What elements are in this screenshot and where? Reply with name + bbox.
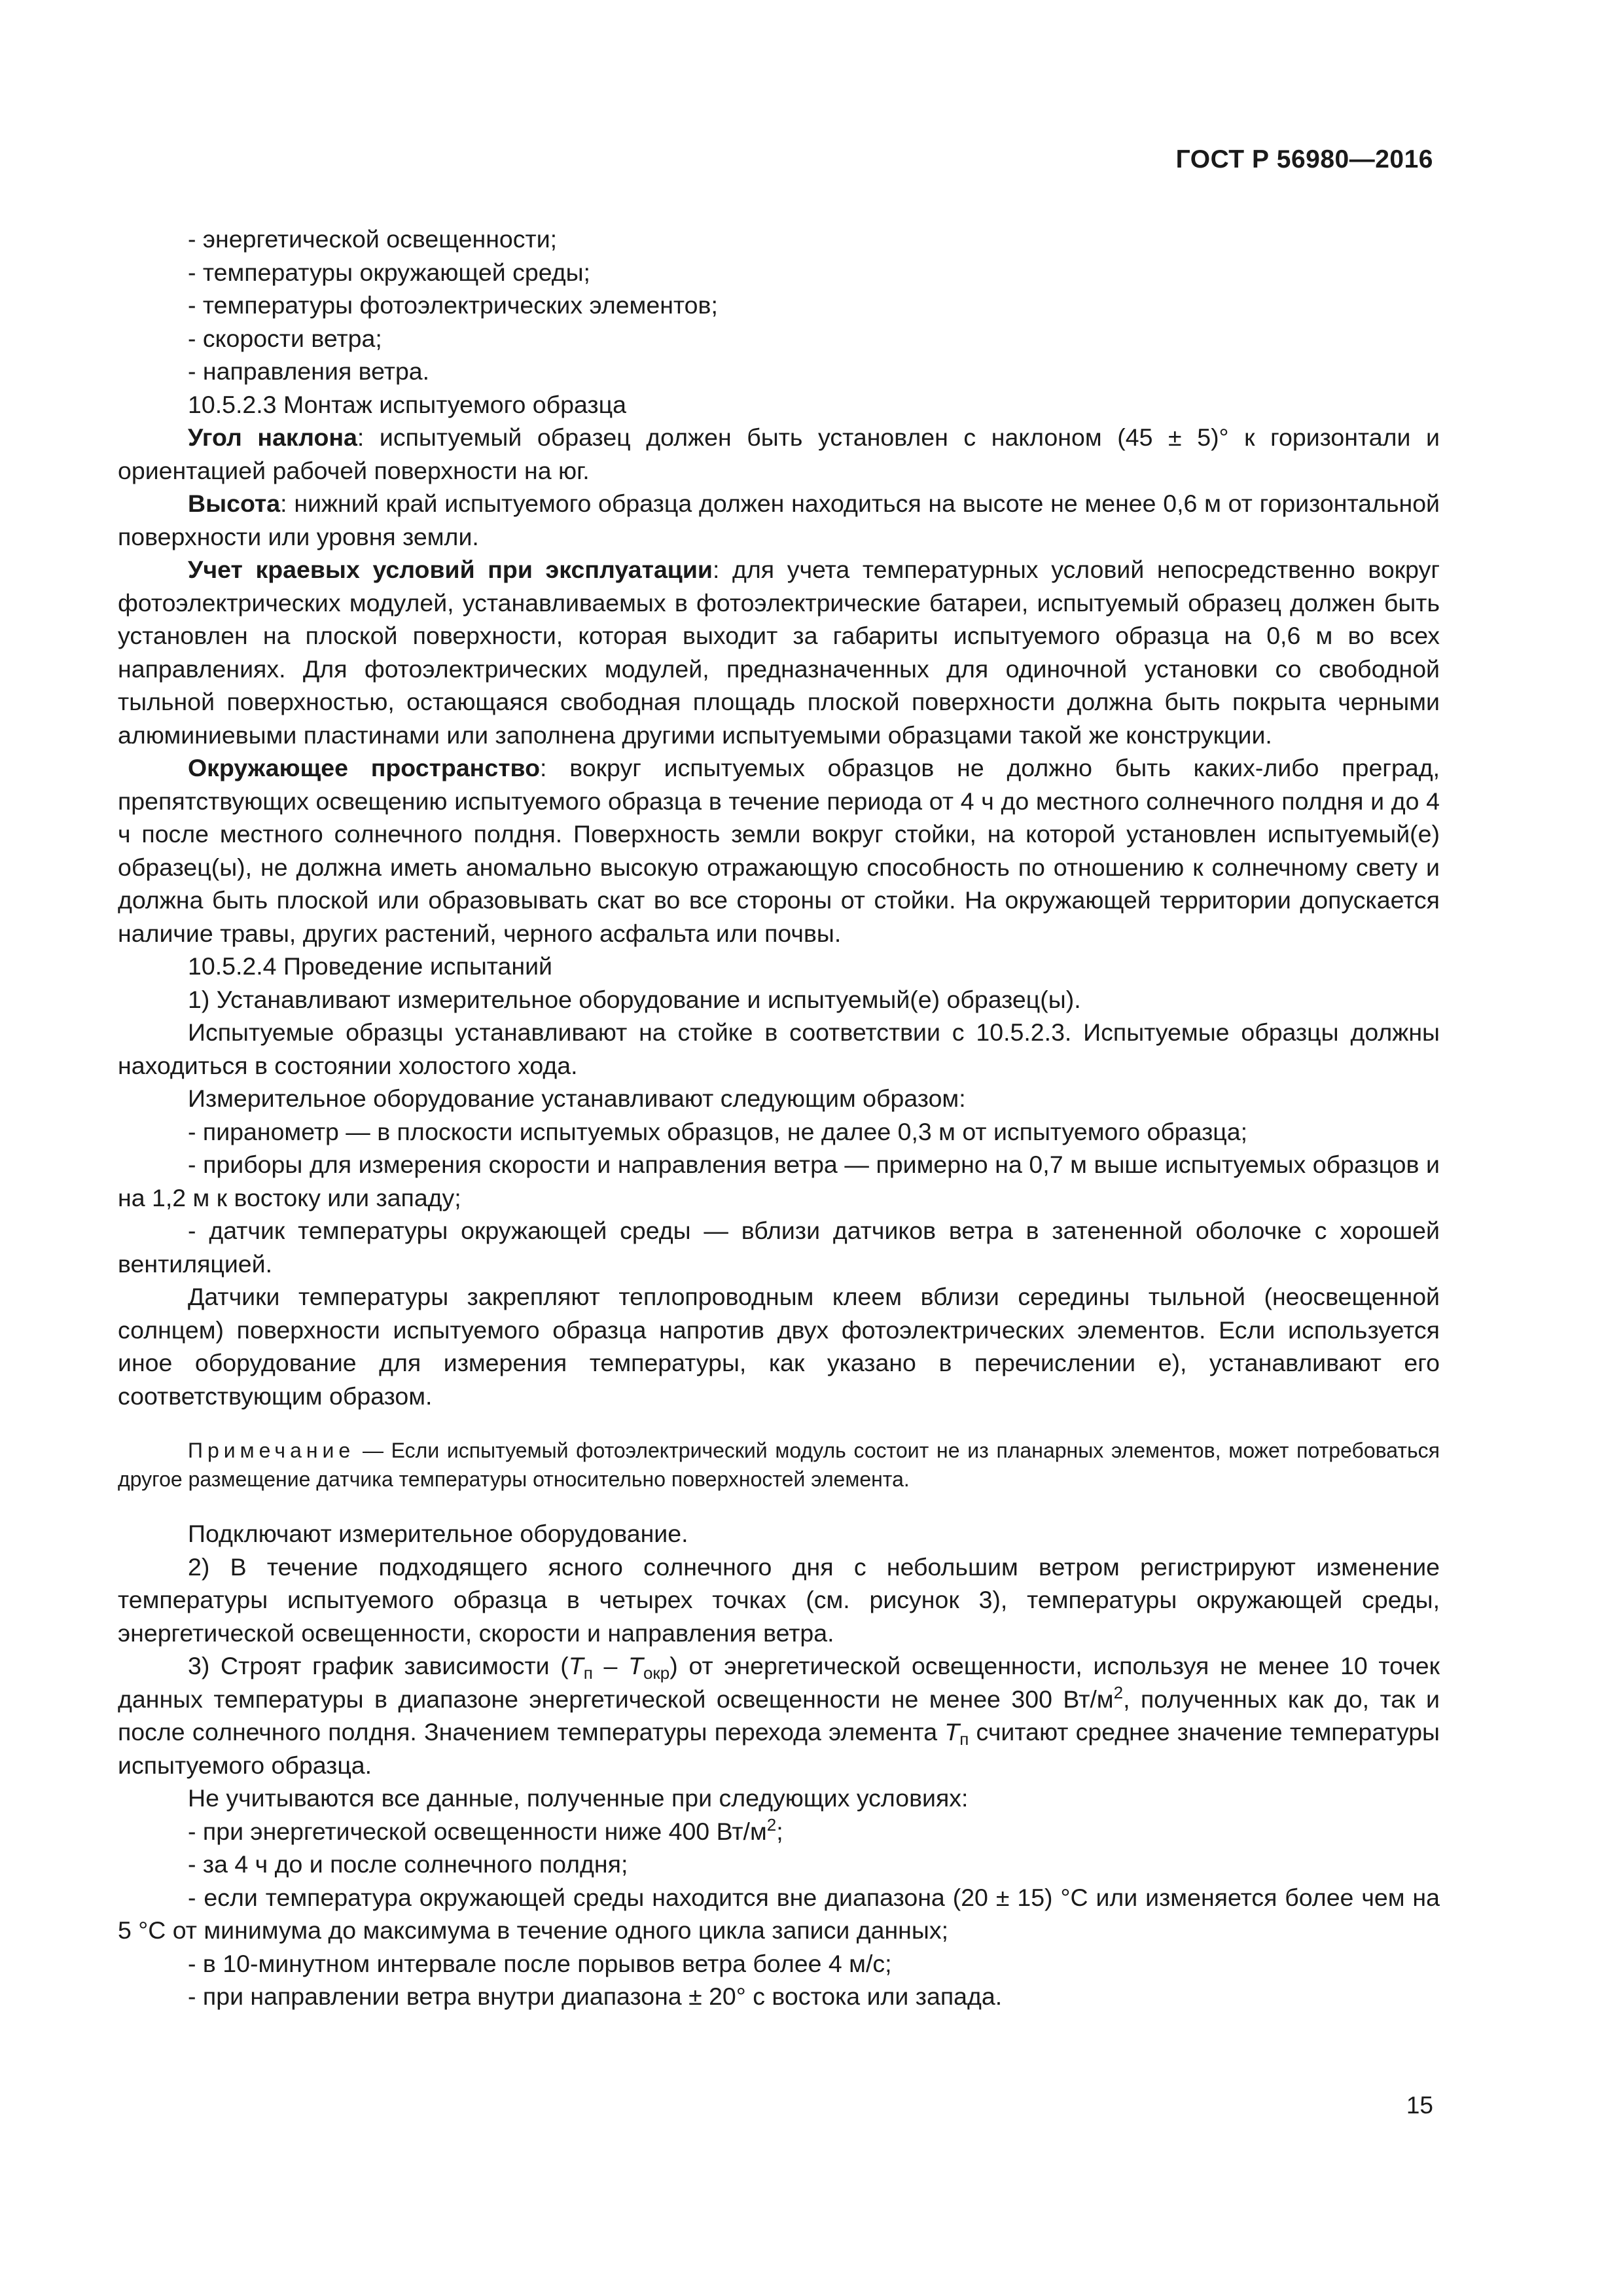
step-2: 2) В течение подходящего ясного солнечного дня с небольшим ветром регистрируют изменение температуры испытуемого образца в четырех точках (см. рисунок 3), температуры окружающей среды, энергетической освещенности, скорости и направления ветра. [118,1552,1440,1647]
term-height: Высота [188,490,281,517]
paragraph-connect: Подключают измерительное оборудование. [188,1520,688,1547]
paragraph-text: : для учета температурных условий непосредственно вокруг фотоэлектрических модулей, устанавливаемых в фотоэлектрические батареи, испытуемый образец должен быть установлен на плоской поверхности, которая выходит за габариты испытуемого образца на 0,6 м во всех направлениях. Для фотоэлектрических модулей, предназначенных для одиночной установки со свободной тыльной поверхностью, остающаяся свободная площадь плоской поверхности должна быть покрыта черными алюминиевыми пластинами или заполнена другими испытуемыми образцами такой же конструкции. [118,556,1440,749]
paragraph-text: : нижний край испытуемого образца должен находиться на высоте не менее 0,6 м от горизонтальной поверхности или уровня земли. [118,490,1440,550]
list-item: - направления ветра. [188,357,430,385]
note-label: Примечание [188,1439,355,1462]
note [118,1436,1440,1494]
paragraph-sensors: Датчики температуры закрепляют теплопроводным клеем вблизи середины тыльной (неосвещенной солнцем) поверхности испытуемого образца напротив двух фотоэлектрических элементов. Если используется иное оборудование для измерения температуры, как указано в перечислении е), устанавливают его соответствующим образом. [118,1283,1440,1410]
paragraph-height [118,487,1440,553]
list-item: - температуры фотоэлектрических элементов; [188,291,718,319]
paragraph-exclusions: Не учитываются все данные, полученные при следующих условиях: [188,1784,969,1812]
list-item: - за 4 ч до и после солнечного полдня; [188,1850,628,1878]
list-item: - температуры окружающей среды; [188,258,590,286]
paragraph-environment [118,751,1440,950]
list-item: - энергетической освещенности; [188,225,558,253]
list-item: - при направлении ветра внутри диапазона ± 20° с востока или запада. [188,1982,1003,2010]
symbol-t: T [628,1652,643,1679]
note-text: — Если испытуемый фотоэлектрический модуль состоит не из планарных элементов, может потребоваться другое размещение датчика температуры относительно поверхностей элемента. [118,1439,1440,1491]
section-heading: 10.5.2.4 Проведение испытаний [188,952,552,980]
term-environment: Окружающее пространство [188,754,541,781]
paragraph-edge-conditions [118,553,1440,751]
list-item: - пиранометр — в плоскости испытуемых образцов, не далее 0,3 м от испытуемого образца; [188,1117,1248,1145]
step-3: 3) Строят график зависимости $(T_п - T_{окр})$ от энергетической освещенности, используя не менее 10 точек данных температуры в диапазоне энергетической освещенности не менее 300 $Вт/м^2$, полученных как до, так и после солнечного полдня. Значением температуры перехода элемента $T_п$ считают среднее значение температуры испытуемого образца. [118,1652,1440,1779]
paragraph-mounting: Испытуемые образцы устанавливают на стойке в соответствии с 10.5.2.3. Испытуемые образцы должны находиться в состоянии холостого хода. [118,1018,1440,1079]
paragraph-text: : испытуемый образец должен быть установлен с наклоном (45 ± 5)° к горизонтали и ориентацией рабочей поверхности на юг. [118,423,1440,484]
paragraph-tilt [118,421,1440,487]
term-edge-conditions: Учет краевых условий при эксплуатации [188,556,713,583]
list-item: - при энергетической освещенности ниже 400 $Вт/м^2$; [188,1814,783,1845]
document-number: ГОСТ Р 56980—2016 [1175,145,1433,173]
step-1: 1) Устанавливают измерительное оборудование и испытуемый(е) образец(ы). [188,985,1081,1013]
page-body [118,223,1440,2013]
paragraph-text: : вокруг испытуемых образцов не должно быть каких-либо преград, препятствующих освещению испытуемого образца в течение периода от 4 ч до местного солнечного полдня и до 4 ч после местного солнечного полдня. Поверхность земли вокруг стойки, на которой установлен испытуемый(е) образец(ы), не должна иметь аномально высокую отражающую способность по отношению к солнечному свету и должна быть плоской или образовывать скат во все стороны от стойки. На окружающей территории допускается наличие травы, других растений, черного асфальта или почвы. [118,754,1440,947]
symbol-t: T [568,1652,584,1679]
list-item: - скорости ветра; [188,324,382,352]
section-heading: 10.5.2.3 Монтаж испытуемого образца [188,390,626,418]
term-tilt: Угол наклона [188,423,357,451]
list-item: - в 10-минутном интервале после порывов ветра более 4 м/с; [188,1949,892,1977]
paragraph-equipment: Измерительное оборудование устанавливают следующим образом: [188,1085,966,1112]
symbol-t: T [944,1718,960,1746]
list-item: - если температура окружающей среды находится вне диапазона (20 ± 15) °С или изменяется более чем на 5 °С от минимума до максимума в течение одного цикла записи данных; [118,1883,1440,1944]
page-number: 15 [1406,2092,1433,2119]
list-item: - приборы для измерения скорости и направления ветра — примерно на 0,7 м выше испытуемых образцов и на 1,2 м к востоку или западу; [118,1151,1440,1211]
list-item: - датчик температуры окружающей среды — вблизи датчиков ветра в затененной оболочке с хорошей вентиляцией. [118,1217,1440,1278]
